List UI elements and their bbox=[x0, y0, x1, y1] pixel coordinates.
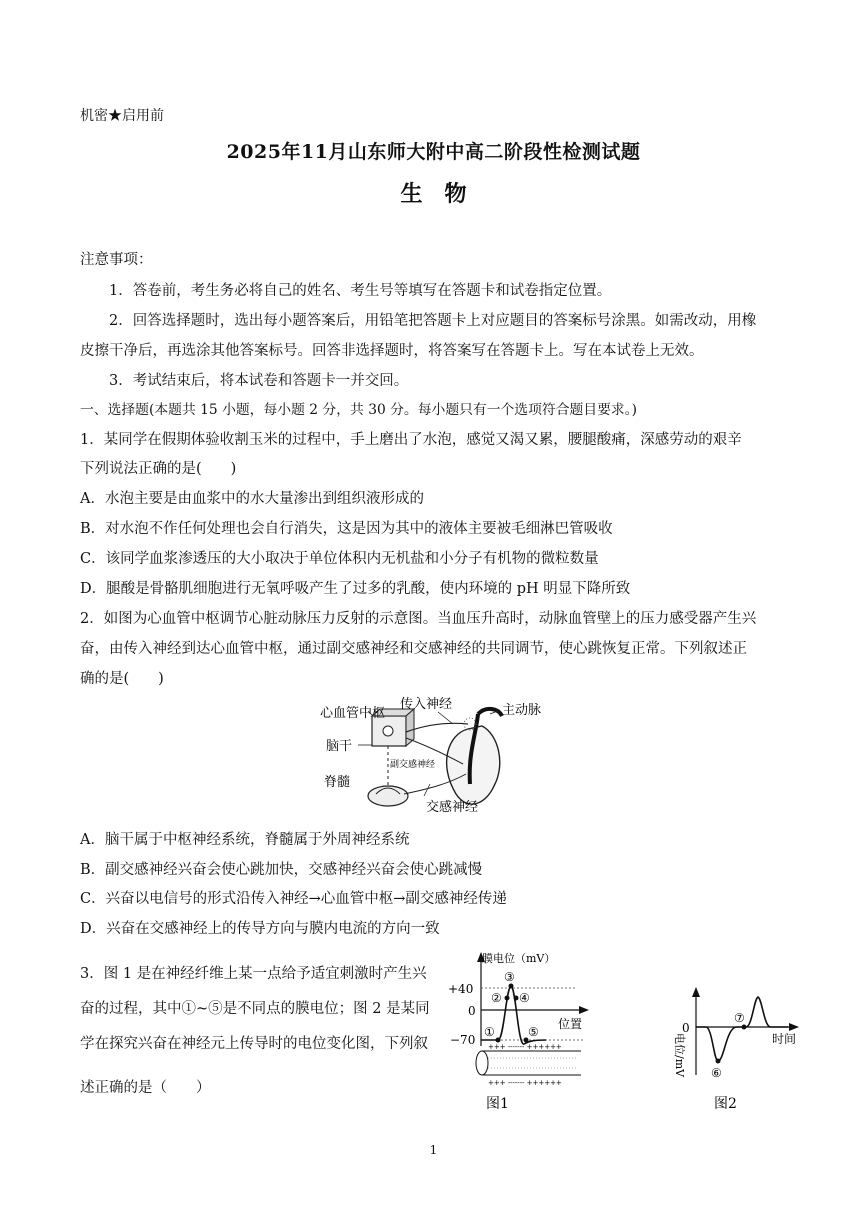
fig1-point-4: ④ bbox=[519, 991, 530, 1005]
label-parasympathetic: 副交感神经 bbox=[390, 760, 436, 770]
fig2-point-6: ⑥ bbox=[711, 1066, 722, 1080]
secret-label: 机密★启用前 bbox=[80, 108, 164, 124]
q2-heart-reflex-figure bbox=[318, 694, 548, 819]
subject-title: 生 物 bbox=[400, 181, 467, 207]
q2-stem-cont2: 确的是( ) bbox=[80, 671, 164, 687]
page-number: 1 bbox=[429, 1143, 438, 1157]
q2-stem-cont: 奋，由传入神经到达心血管中枢，通过副交感神经和交感神经的共同调节，使心跳恢复正常。下列叙述正 bbox=[80, 641, 747, 657]
fig2-point-7: ⑦ bbox=[734, 1011, 745, 1025]
label-sympathetic: 交感神经 bbox=[426, 800, 479, 815]
q3-figure1 bbox=[446, 948, 596, 1113]
fig2-xlabel: 时间 bbox=[772, 1032, 797, 1046]
q3-stem-cont3: 述正确的是（ ） bbox=[80, 1080, 211, 1096]
q3-stem-cont: 奋的过程，其中①~⑤是不同点的膜电位；图 2 是某同 bbox=[80, 1001, 430, 1017]
fig1-membrane-top: +++ ------- ++++++ bbox=[488, 1043, 562, 1051]
q1-option-b: B．对水泡不作任何处理也会自行消失，这是因为其中的液体主要被毛细淋巴管吸收 bbox=[80, 521, 613, 537]
q1-stem-cont: 下列说法正确的是( ) bbox=[80, 461, 237, 477]
fig1-point-1: ① bbox=[484, 1025, 495, 1039]
exam-title: 2025年11月山东师大附中高二阶段性检测试题 bbox=[226, 141, 641, 163]
q1-option-c: C．该同学血浆渗透压的大小取决于单位体积内无机盐和小分子有机物的微粒数量 bbox=[80, 551, 599, 567]
q2-option-c: C．兴奋以电信号的形式沿传入神经→心血管中枢→副交感神经传递 bbox=[80, 891, 507, 907]
fig1-tick-plus40: +40 bbox=[448, 982, 474, 996]
q1-option-d: D．腿酸是骨骼肌细胞进行无氧呼吸产生了过多的乳酸，使内环境的 pH 明显下降所致 bbox=[80, 581, 631, 597]
fig1-caption: 图1 bbox=[486, 1096, 509, 1112]
label-brainstem: 脑干 bbox=[326, 739, 353, 754]
q3-stem: 3．图 1 是在神经纤维上某一点给予适宜刺激时产生兴 bbox=[80, 966, 427, 982]
label-afferent-nerve: 传入神经 bbox=[400, 697, 453, 712]
section-heading: 一、选择题(本题共 15 小题，每小题 2 分，共 30 分。每小题只有一个选项符合题目要求。) bbox=[80, 402, 637, 418]
fig2-zero: 0 bbox=[682, 1021, 690, 1035]
label-cv-center: 心血管中枢 bbox=[320, 706, 386, 721]
fig1-ylabel: 膜电位（mV） bbox=[482, 952, 556, 965]
note-item-2-cont: 皮擦干净后，再选涂其他答案标号。回答非选择题时，将答案写在答题卡上。写在本试卷上无效。 bbox=[80, 343, 704, 359]
q2-stem: 2．如图为心血管中枢调节心脏动脉压力反射的示意图。当血压升高时，动脉血管壁上的压力感受器产生兴 bbox=[80, 611, 757, 627]
q1-option-a: A．水泡主要是由血浆中的水大量渗出到组织液形成的 bbox=[80, 491, 424, 507]
label-aorta: 主动脉 bbox=[502, 703, 542, 718]
note-item-2: 2．回答选择题时，选出每小题答案后，用铅笔把答题卡上对应题目的答案标号涂黑。如需改动，用橡 bbox=[109, 313, 757, 329]
fig1-tick-zero: 0 bbox=[468, 1004, 476, 1018]
fig1-membrane-bottom: +++ ------- ++++++ bbox=[488, 1079, 562, 1087]
q2-option-b: B．副交感神经兴奋会使心跳加快，交感神经兴奋会使心跳减慢 bbox=[80, 862, 483, 878]
note-item-3: 3．考试结束后，将本试卷和答题卡一并交回。 bbox=[109, 373, 409, 389]
fig1-xlabel: 位置 bbox=[558, 1017, 583, 1031]
label-spinal-cord: 脊髓 bbox=[324, 775, 351, 790]
fig1-point-2: ② bbox=[491, 991, 502, 1005]
fig1-point-3: ③ bbox=[504, 970, 515, 984]
fig2-caption: 图2 bbox=[714, 1096, 737, 1112]
note-item-1: 1．答卷前，考生务必将自己的姓名、考生号等填写在答题卡和试卷指定位置。 bbox=[109, 283, 612, 299]
notes-heading: 注意事项： bbox=[80, 252, 153, 268]
fig1-point-5: ⑤ bbox=[528, 1025, 539, 1039]
q2-option-a: A．脑干属于中枢神经系统，脊髓属于外周神经系统 bbox=[80, 832, 410, 848]
q3-stem-cont2: 学在探究兴奋在神经元上传导时的电位变化图，下列叙 bbox=[80, 1036, 428, 1052]
q2-option-d: D．兴奋在交感神经上的传导方向与膜内电流的方向一致 bbox=[80, 921, 440, 937]
q3-figure2 bbox=[666, 985, 806, 1115]
fig1-tick-minus70: −70 bbox=[450, 1033, 476, 1047]
fig2-ylabel: 电位/mV bbox=[673, 1033, 686, 1078]
q1-stem: 1．某同学在假期体验收割玉米的过程中，手上磨出了水泡，感觉又渴又累，腰腿酸痛，深感劳动的艰辛 bbox=[80, 432, 742, 448]
